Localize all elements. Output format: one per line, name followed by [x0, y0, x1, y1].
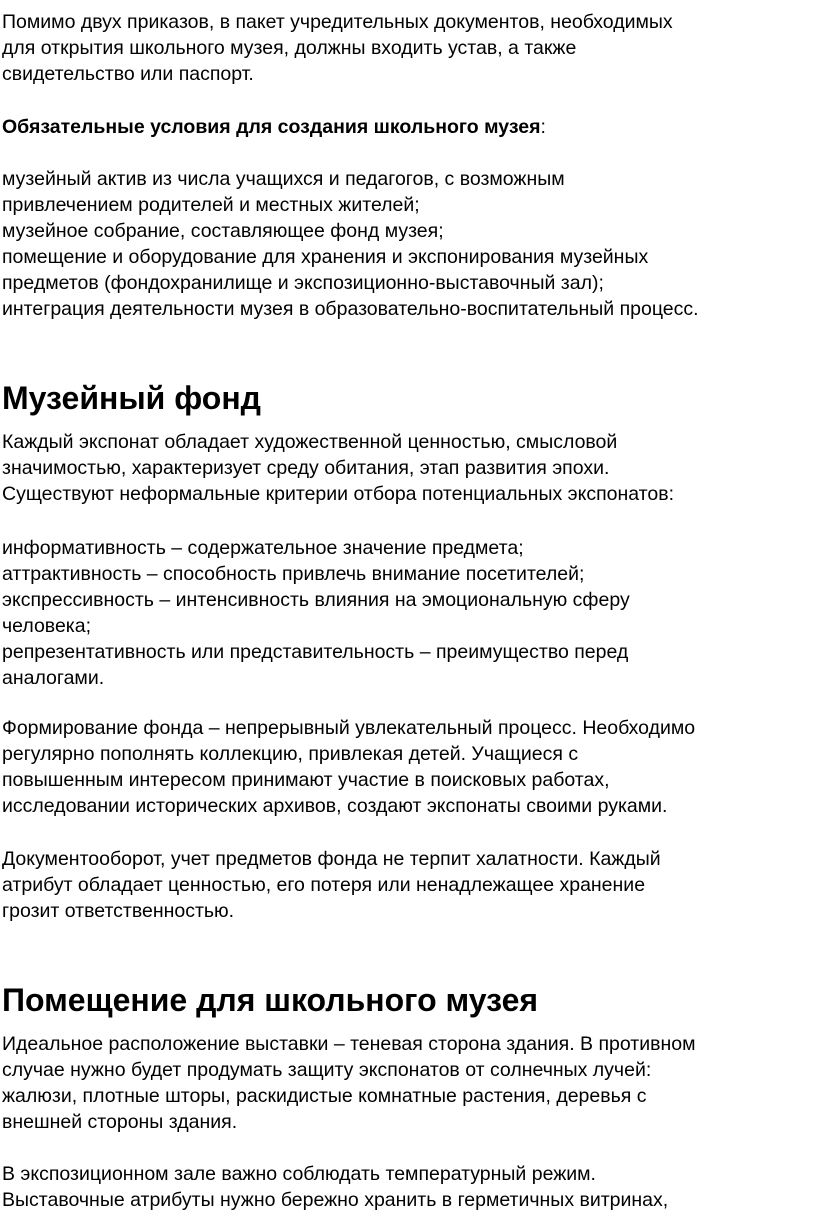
- text-line: Документооборот, учет предметов фонда не терпит халатности. Каждый: [2, 848, 661, 870]
- criteria-list: [0, 535, 630, 691]
- section-heading-room: Помещение для школьного музея: [2, 982, 539, 1018]
- placement-paragraph: [0, 1031, 696, 1135]
- text-line: Помимо двух приказов, в пакет учредительных документов, необходимых: [2, 11, 673, 33]
- text-line: Каждый экспонат обладает художественной ценностью, смысловой: [2, 431, 618, 453]
- docflow-paragraph: [0, 846, 661, 924]
- text-line: регулярно пополнять коллекцию, привлекая детей. Учащиеся с: [2, 743, 579, 765]
- conditions-list: [0, 166, 699, 322]
- text-line: Формирование фонда – непрерывный увлекательный процесс. Необходимо: [2, 717, 696, 739]
- list-item: экспрессивность – интенсивность влияния на эмоциональную сферу: [2, 589, 630, 611]
- list-item: помещение и оборудование для хранения и экспонирования музейных: [2, 246, 649, 268]
- list-item: информативность – содержательное значение предмета;: [2, 537, 524, 559]
- conditions-title-text: Обязательные условия для создания школьного музея: [2, 116, 541, 138]
- section-heading-fund: Музейный фонд: [2, 380, 261, 416]
- list-item: репрезентативность или представительность – преимущество перед: [2, 641, 629, 663]
- formation-paragraph: [0, 715, 695, 819]
- climate-paragraph: [0, 1161, 668, 1213]
- list-item: музейный актив из числа учащихся и педагогов, с возможным: [2, 168, 565, 190]
- text-line: жалюзи, плотные шторы, раскидистые комнатные растения, деревья с: [2, 1085, 647, 1107]
- list-item: привлечением родителей и местных жителей;: [2, 194, 420, 216]
- text-line: Выставочные атрибуты нужно бережно хранить в герметичных витринах,: [2, 1189, 669, 1211]
- text-line: свидетельство или паспорт.: [2, 63, 254, 85]
- fund-intro-paragraph: [0, 429, 674, 507]
- text-line: внешней стороны здания.: [2, 1111, 238, 1133]
- list-item: интеграция деятельности музея в образовательно-воспитательный процесс.: [2, 298, 699, 320]
- text-line: для открытия школьного музея, должны входить устав, а также: [2, 37, 577, 59]
- text-line: В экспозиционном зале важно соблюдать температурный режим.: [2, 1163, 596, 1185]
- list-item: человека;: [2, 615, 92, 637]
- text-line: атрибут обладает ценностью, его потеря или ненадлежащее хранение: [2, 874, 646, 896]
- text-line: грозит ответственностью.: [2, 900, 235, 922]
- conditions-title: [0, 114, 546, 140]
- text-line: Существуют неформальные критерии отбора потенциальных экспонатов:: [2, 483, 675, 505]
- list-item: аналогами.: [2, 667, 105, 689]
- intro-paragraph: [0, 9, 673, 87]
- conditions-title-colon: :: [540, 116, 546, 138]
- text-line: значимостью, характеризует среду обитания, этап развития эпохи.: [2, 457, 610, 479]
- list-item: предметов (фондохранилище и экспозиционно-выставочный зал);: [2, 272, 604, 294]
- list-item: музейное собрание, составляющее фонд музея;: [2, 220, 444, 242]
- list-item: аттрактивность – способность привлечь внимание посетителей;: [2, 563, 585, 585]
- text-line: исследовании исторических архивов, создают экспонаты своими руками.: [2, 795, 668, 817]
- text-line: повышенным интересом принимают участие в поисковых работах,: [2, 769, 610, 791]
- text-line: Идеальное расположение выставки – теневая сторона здания. В противном: [2, 1033, 696, 1055]
- text-line: случае нужно будет продумать защиту экспонатов от солнечных лучей:: [2, 1059, 652, 1081]
